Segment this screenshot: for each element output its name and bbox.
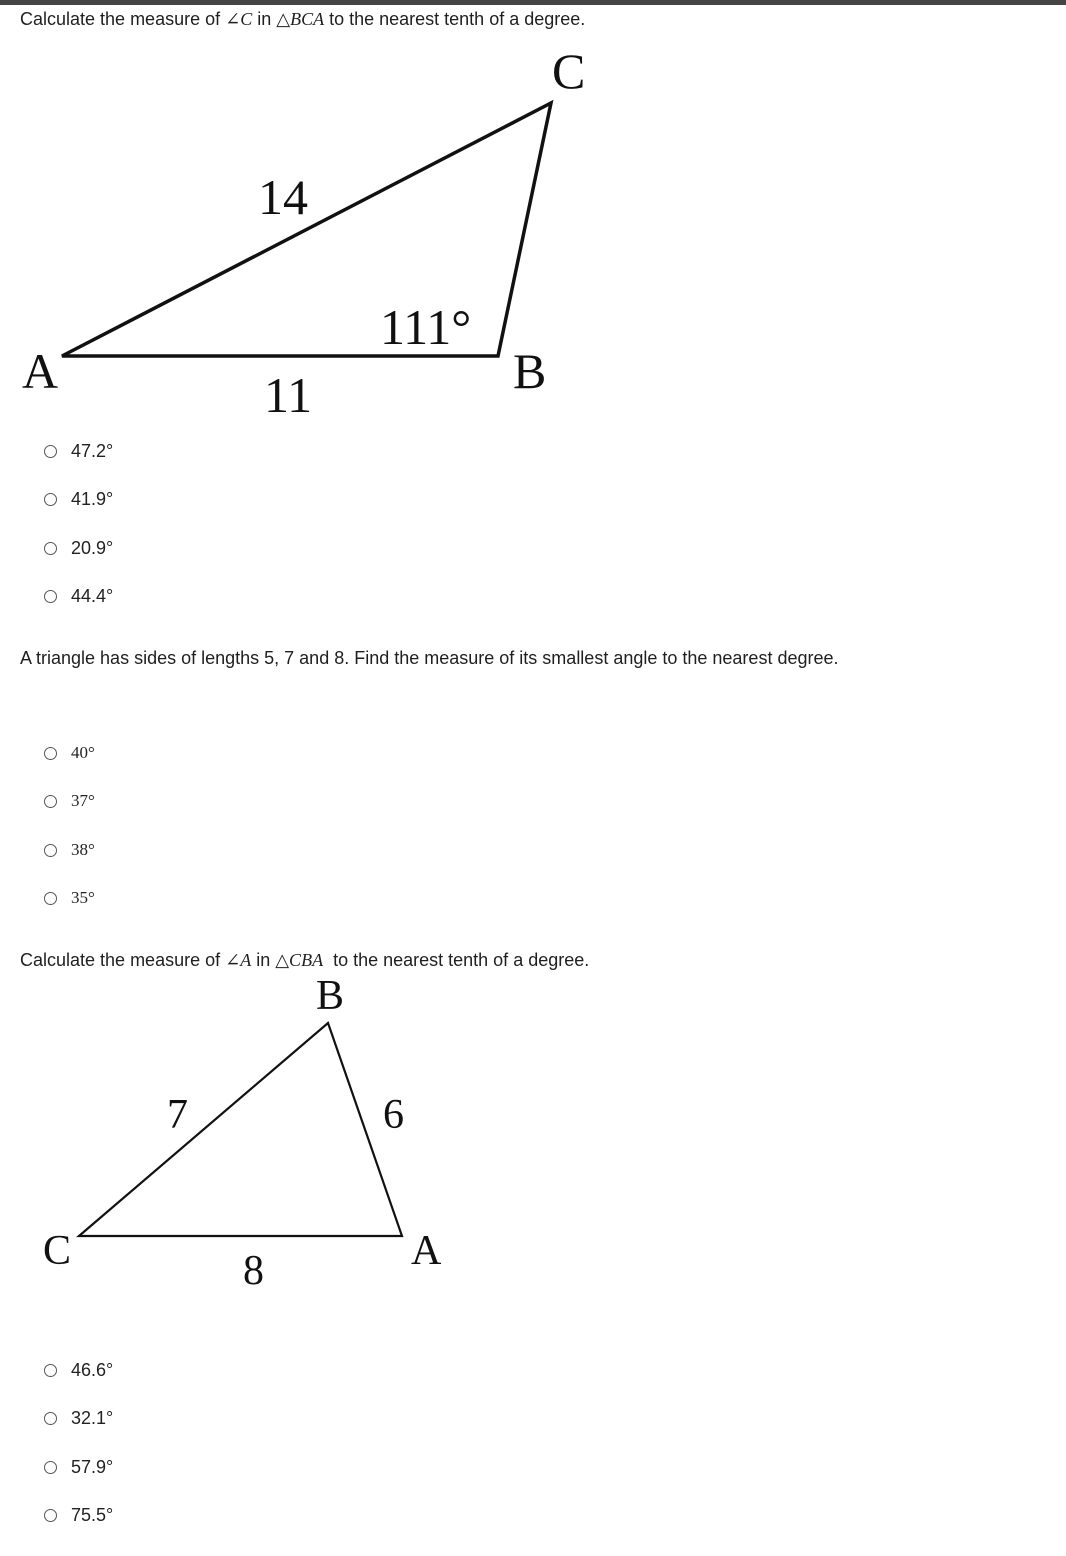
side-ac-label: 14 (258, 169, 308, 225)
option-label: 57.9° (71, 1456, 114, 1477)
radio-button[interactable] (44, 445, 57, 458)
option-label: 75.5° (71, 1504, 114, 1525)
option-label: 20.9° (71, 537, 114, 558)
option-label: 44.4° (71, 585, 114, 606)
question-3-option-4[interactable] (44, 1504, 113, 1526)
vertex-c-label: C (43, 1228, 72, 1274)
question-3-triangle-figure (0, 975, 470, 1295)
question-1-triangle-figure (0, 40, 620, 430)
radio-button[interactable] (44, 747, 57, 760)
option-label: 38° (71, 840, 95, 859)
option-label: 47.2° (71, 440, 114, 461)
question-1-option-1[interactable] (44, 440, 113, 462)
option-label: 41.9° (71, 488, 114, 509)
radio-button[interactable] (44, 892, 57, 905)
question-1-angle: ∠C (225, 9, 253, 29)
question-3-option-3[interactable] (44, 1456, 113, 1478)
option-label: 32.1° (71, 1407, 114, 1428)
question-2-option-1[interactable] (44, 742, 95, 764)
question-1-triangle: △BCA (276, 9, 325, 29)
side-ba-label: 6 (383, 1092, 404, 1138)
question-1-prompt (20, 9, 585, 30)
question-3-option-1[interactable] (44, 1359, 113, 1381)
option-label: 46.6° (71, 1359, 114, 1380)
vertex-c-label: C (552, 43, 586, 99)
question-3-triangle: △CBA (275, 950, 324, 970)
triangle-abc-shape (62, 103, 551, 356)
question-2-option-3[interactable] (44, 839, 95, 861)
vertex-a-label: A (22, 343, 59, 399)
side-ab-label: 11 (264, 367, 313, 423)
question-3-prompt (20, 950, 589, 971)
radio-button[interactable] (44, 1364, 57, 1377)
radio-button[interactable] (44, 542, 57, 555)
question-1-option-2[interactable] (44, 488, 113, 510)
vertex-b-label: B (513, 343, 547, 399)
question-1-prompt-mid: in (252, 9, 277, 29)
question-2-prompt: A triangle has sides of lengths 5, 7 and 8. Find the measure of its smallest angle to the nearest degree. (20, 648, 839, 668)
radio-button[interactable] (44, 844, 57, 857)
radio-button[interactable] (44, 1461, 57, 1474)
triangle-cba-shape (79, 1023, 402, 1236)
radio-button[interactable] (44, 1509, 57, 1522)
radio-button[interactable] (44, 493, 57, 506)
question-2-option-4[interactable] (44, 887, 95, 909)
radio-button[interactable] (44, 795, 57, 808)
option-label: 37° (71, 791, 95, 810)
radio-button[interactable] (44, 590, 57, 603)
question-1-option-4[interactable] (44, 585, 113, 607)
question-3-angle: ∠A (225, 950, 252, 970)
question-1-prompt-pre: Calculate the measure of (20, 9, 226, 29)
side-ca-label: 8 (243, 1248, 264, 1294)
vertex-a-label: A (411, 1228, 442, 1274)
radio-button[interactable] (44, 1412, 57, 1425)
angle-b-label: 111° (380, 299, 472, 355)
option-label: 35° (71, 888, 95, 907)
question-3-option-2[interactable] (44, 1407, 113, 1429)
question-1-option-3[interactable] (44, 537, 113, 559)
question-3-prompt-post: to the nearest tenth of a degree. (323, 950, 590, 970)
vertex-b-label: B (316, 975, 345, 1019)
question-1-prompt-post: to the nearest tenth of a degree. (324, 9, 586, 29)
question-3-prompt-mid: in (251, 950, 276, 970)
top-bar (0, 0, 1066, 5)
question-2-option-2[interactable] (44, 790, 95, 812)
side-cb-label: 7 (167, 1092, 188, 1138)
question-3-prompt-pre: Calculate the measure of (20, 950, 226, 970)
option-label: 40° (71, 743, 95, 762)
